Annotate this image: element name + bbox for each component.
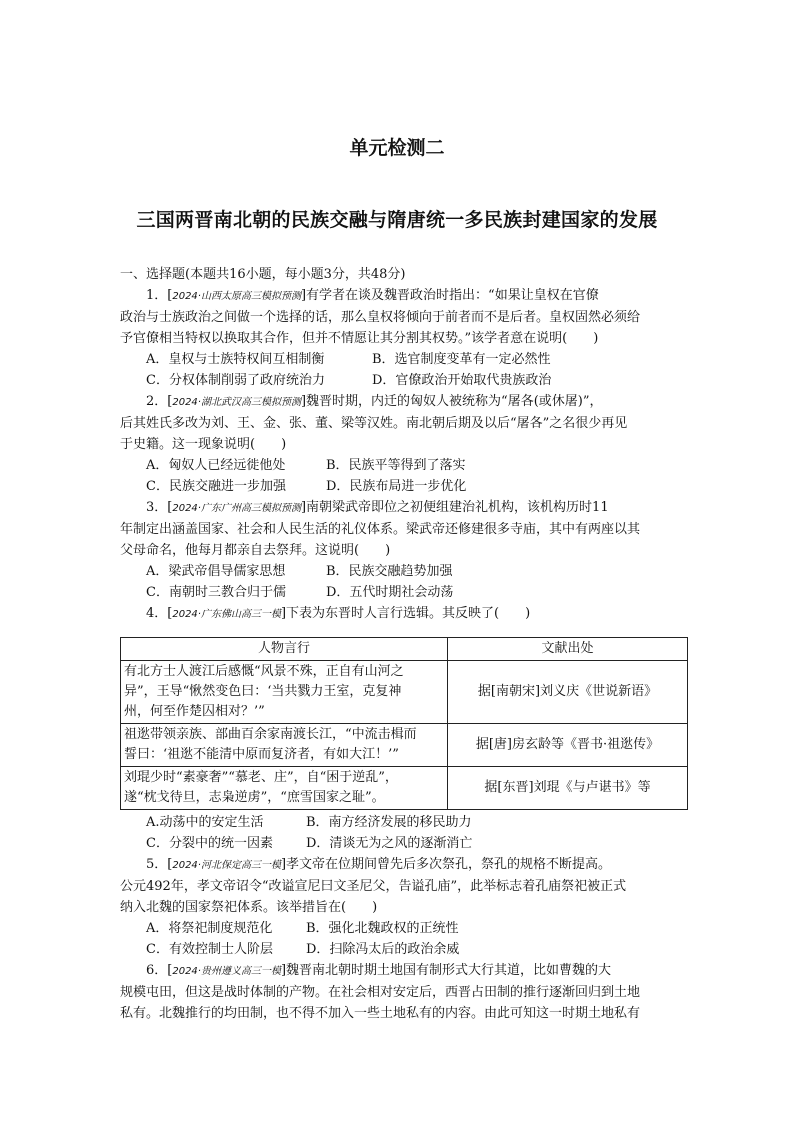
table-cell: 据[南朝宋]刘义庆《世说新语》 <box>448 661 688 724</box>
question-6: 6．[2024·贵州遵义高三一模]魏晋南北朝时期土地国有制形式大行其道，比如曹魏的大 规模屯田，但这是战时体制的产物。在社会相对安定后，西晋占田制的推行逐渐回归到土地 私有。北魏推行的均田制，也不得不加入一些土地私有的内容。由此可知这一时期土地私有 <box>120 963 641 1021</box>
table-header: 人物言行 <box>121 638 448 661</box>
question-source: 2024·广东广州高三模拟预测 <box>172 503 301 514</box>
table-cell: 有北方士人渡江后感慨“风景不殊，正自有山河之 异”，王导“愀然变色曰：‘当共戮力王室，克复神 州，何至作楚囚相对？’” <box>121 661 448 724</box>
option-c[interactable]: C．分裂中的统一因素 <box>146 836 273 851</box>
table-cell: 刘琨少时“素豪奢”“慕老、庄”，自“困于逆乱”， 遂“枕戈待旦，志枭逆虏”，“庶雪国家之耻”。 <box>121 767 448 810</box>
question-2: 2．[2024·湖北武汉高三模拟预测]魏晋时期，内迁的匈奴人被统称为“屠各(或休屠)”， 后其姓氏多改为刘、王、金、张、董、梁等汉姓。南北朝后期及以后“屠各”之名很少再见 于史籍。这一现象说明( ) A．匈奴人已经远徙他处 B．民族平等得到了落实 C．民族交融进一步加强 D．民族布局进一步优化 <box>120 391 690 497</box>
page-title: 单元检测二 <box>349 137 445 159</box>
question-source: 2024·河北保定高三一模 <box>172 860 281 871</box>
option-c[interactable]: C．分权体制削弱了政府统治力 <box>146 373 325 388</box>
table-cell: 祖逖带领亲族、部曲百余家南渡长江，“中流击楫而 誓曰：‘祖逖不能清中原而复济者，有如大江！’” <box>121 724 448 767</box>
question-3: 3．[2024·广东广州高三模拟预测]南朝梁武帝即位之初便组建治礼机构，该机构历时11 年制定出涵盖国家、社会和人民生活的礼仪体系。梁武帝还修建很多寺庙，其中有两座以其 父母命名，他每月都亲自去祭拜。这说明( ) A．梁武帝倡导儒家思想 B．民族交融趋势加强 C．南朝时三教合归于儒 D．五代时期社会动荡 <box>120 497 690 603</box>
question-source: 2024·湖北武汉高三模拟预测 <box>172 397 301 408</box>
option-c[interactable]: C．民族交融进一步加强 <box>146 479 286 494</box>
question-1: 1．[2024·山西太原高三模拟预测]有学者在谈及魏晋政治时指出：“如果让皇权在官僚 政治与士族政治之间做一个选择的话，那么皇权将倾向于前者而不是后者。皇权固然必须给 予官僚相当特权以换取其合作，但并不情愿让其分割其权势。”该学者意在说明( ) A．皇权与士族特权间互相制衡 B．选官制度变革有一定必然性 C．分权体制削弱了政府统治力 D．官僚政治开始取代贵族政治 <box>120 285 690 391</box>
option-a[interactable]: A.动荡中的安定生活 <box>146 815 264 830</box>
option-d[interactable]: D．民族布局进一步优化 <box>326 479 467 494</box>
option-a[interactable]: A．梁武帝倡导儒家思想 <box>146 564 286 579</box>
table-row <box>121 661 688 724</box>
option-d[interactable]: D．官僚政治开始取代贵族政治 <box>372 373 552 388</box>
option-b[interactable]: B．选官制度变革有一定必然性 <box>372 352 551 367</box>
table-row <box>121 767 688 810</box>
section-heading: 一、选择题(本题共16小题，每小题3分，共48分) <box>120 267 406 282</box>
question-source: 2024·山西太原高三模拟预测 <box>172 291 301 302</box>
table-header: 文献出处 <box>448 638 688 661</box>
option-b[interactable]: B．民族交融趋势加强 <box>326 564 453 579</box>
question-body <box>120 264 690 1024</box>
option-b[interactable]: B．南方经济发展的移民助力 <box>306 815 472 830</box>
option-d[interactable]: D．清谈无为之风的逐渐消亡 <box>306 836 473 851</box>
option-b[interactable]: B．民族平等得到了落实 <box>326 458 466 473</box>
quote-table <box>120 637 688 810</box>
question-source: 2024·广东佛山高三一模 <box>172 609 281 620</box>
option-a[interactable]: A．将祭祀制度规范化 <box>146 921 273 936</box>
question-source: 2024·贵州遵义高三一模 <box>172 966 281 977</box>
option-d[interactable]: D．扫除冯太后的政治余威 <box>306 942 460 957</box>
table-cell: 据[唐]房玄龄等《晋书·祖逖传》 <box>448 724 688 767</box>
option-b[interactable]: B．强化北魏政权的正统性 <box>306 921 459 936</box>
option-c[interactable]: C．南朝时三教合归于儒 <box>146 585 286 600</box>
option-d[interactable]: D．五代时期社会动荡 <box>326 585 454 600</box>
table-row <box>121 724 688 767</box>
question-4: 4．[2024·广东佛山高三一模]下表为东晋时人言行选辑。其反映了( ) 人物言行 文献出处 有北方士人渡江后感慨“风景不殊，正自有山河之 异”，王导“愀然变色曰：‘当共戮力王室，克复神 州，何至作楚囚相对？’” 据[南朝宋]刘义庆《世说新语》 祖逖带领亲族、部曲百余家南渡长江，“中流击楫而 誓曰：‘祖逖不能清中原而复济者，有如大江！’” 据[唐]房玄龄等《晋书·祖逖传》 刘琨少时“素豪奢”“慕老、庄”，自“困于逆乱”， 遂“枕戈待旦，志枭逆虏”，“庶雪国家之耻”。 据[东晋]刘琨《与卢谌书》等 A.动荡中的安定生活 B．南方经济发展的移民助力 C．分裂中的统一因素 D．清谈无为之风的逐渐消亡 <box>120 603 690 854</box>
option-a[interactable]: A．匈奴人已经远徙他处 <box>146 458 286 473</box>
option-c[interactable]: C．有效控制士人阶层 <box>146 942 273 957</box>
table-cell: 据[东晋]刘琨《与卢谌书》等 <box>448 767 688 810</box>
table-header-row <box>121 638 688 661</box>
page-subtitle: 三国两晋南北朝的民族交融与隋唐统一多民族封建国家的发展 <box>136 209 658 231</box>
option-a[interactable]: A．皇权与士族特权间互相制衡 <box>146 352 325 367</box>
question-5: 5．[2024·河北保定高三一模]孝文帝在位期间曾先后多次祭孔，祭孔的规格不断提高。 公元492年，孝文帝诏令“改谥宣尼曰文圣尼父，告谥孔庙”，此举标志着孔庙祭祀被正式 纳入北魏的国家祭祀体系。该举措旨在( ) A．将祭祀制度规范化 B．强化北魏政权的正统性 C．有效控制士人阶层 D．扫除冯太后的政治余威 <box>120 854 690 960</box>
